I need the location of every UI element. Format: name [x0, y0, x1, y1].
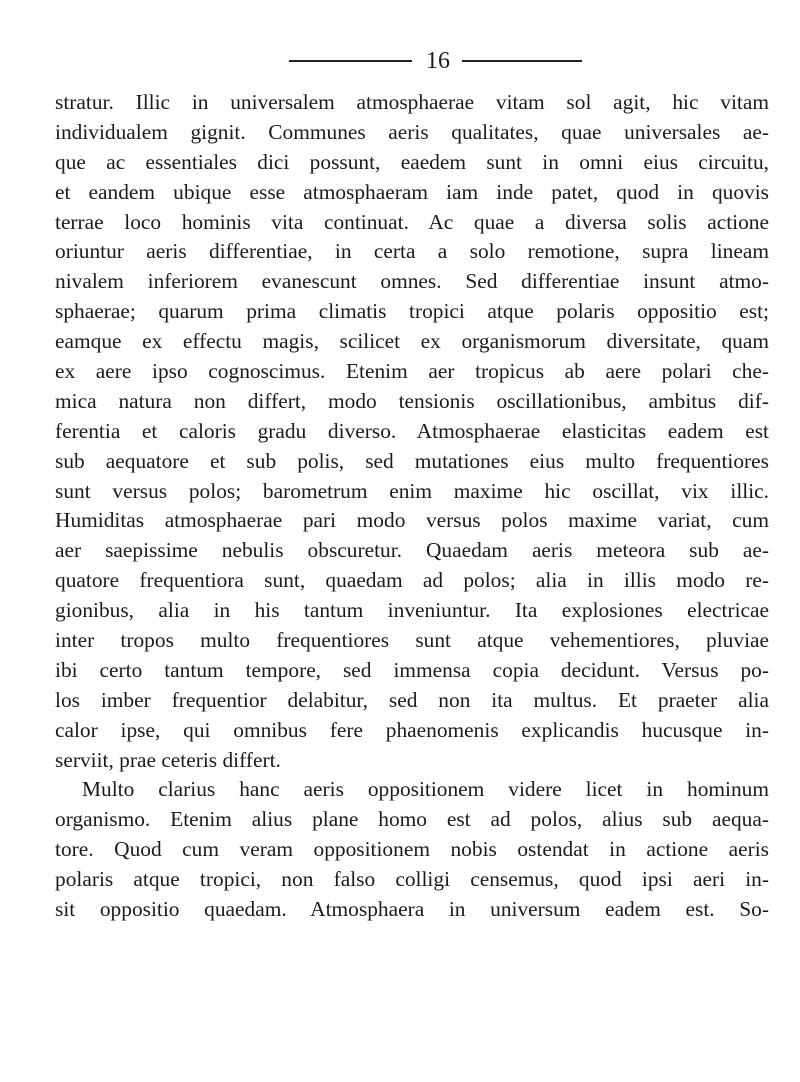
text-line: calor ipse, qui omnibus fere phaenomenis explicandis hucusque in- — [55, 717, 769, 742]
text-line: organismo. Etenim alius plane homo est ad polos, alius sub aequa- — [55, 807, 769, 832]
header-rule-left — [289, 60, 412, 62]
paragraph-1 — [55, 88, 769, 775]
text-line: et eandem ubique esse atmosphaeram iam inde patet, quod in quovis — [55, 179, 769, 204]
text-line: sit oppositio quaedam. Atmosphaera in universum eadem est. So- — [55, 897, 769, 922]
body-text — [55, 88, 769, 925]
text-line: individualem gignit. Communes aeris qualitates, quae universales ae- — [55, 119, 769, 144]
page-header — [0, 46, 800, 76]
text-line: gionibus, alia in his tantum inveniuntur. Ita explosiones electricae — [55, 598, 769, 623]
text-line: inter tropos multo frequentiores sunt atque vehementiores, pluviae — [55, 628, 769, 653]
text-line: nivalem inferiorem evanescunt omnes. Sed differentiae insunt atmo- — [55, 269, 769, 294]
text-line: sphaerae; quarum prima climatis tropici atque polaris oppositio est; — [55, 299, 769, 324]
text-line: serviit, prae ceteris differt. — [55, 747, 281, 772]
text-line: que ac essentiales dici possunt, eaedem sunt in omni eius circuitu, — [55, 149, 769, 174]
text-line: tore. Quod cum veram oppositionem nobis ostendat in actione aeris — [55, 837, 769, 862]
text-line: terrae loco hominis vita continuat. Ac quae a diversa solis actione — [55, 209, 769, 234]
text-line: stratur. Illic in universalem atmosphaerae vitam sol agit, hic vitam — [55, 90, 769, 114]
text-line: ibi certo tantum tempore, sed immensa copia decidunt. Versus po- — [55, 657, 769, 682]
text-line: los imber frequentior delabitur, sed non ita multus. Et praeter alia — [55, 687, 769, 712]
text-line: sunt versus polos; barometrum enim maxime hic oscillat, vix illic. — [55, 478, 769, 503]
text-line: ex aere ipso cognoscimus. Etenim aer tropicus ab aere polari che- — [55, 359, 769, 384]
text-line: quatore frequentiora sunt, quaedam ad polos; alia in illis modo re- — [55, 568, 769, 593]
text-line: oriuntur aeris differentiae, in certa a solo remotione, supra lineam — [55, 239, 769, 264]
text-line: eamque ex effectu magis, scilicet ex organismorum diversitate, quam — [55, 329, 769, 354]
text-line: Humiditas atmosphaerae pari modo versus polos maxime variat, cum — [55, 508, 769, 533]
text-line: mica natura non differt, modo tensionis oscillationibus, ambitus dif- — [55, 388, 769, 413]
text-line: aer saepissime nebulis obscuretur. Quaedam aeris meteora sub ae- — [55, 538, 769, 563]
text-line: ferentia et caloris gradu diverso. Atmosphaerae elasticitas eadem est — [55, 418, 769, 443]
text-line: polaris atque tropici, non falso colligi censemus, quod ipsi aeri in- — [55, 867, 769, 892]
paragraph-2 — [55, 775, 769, 924]
header-rule-right — [462, 60, 582, 62]
page-number: 16 — [426, 48, 450, 74]
text-line: sub aequatore et sub polis, sed mutationes eius multo frequentiores — [55, 448, 769, 473]
text-line: Multo clarius hanc aeris oppositionem videre licet in hominum — [82, 777, 769, 802]
